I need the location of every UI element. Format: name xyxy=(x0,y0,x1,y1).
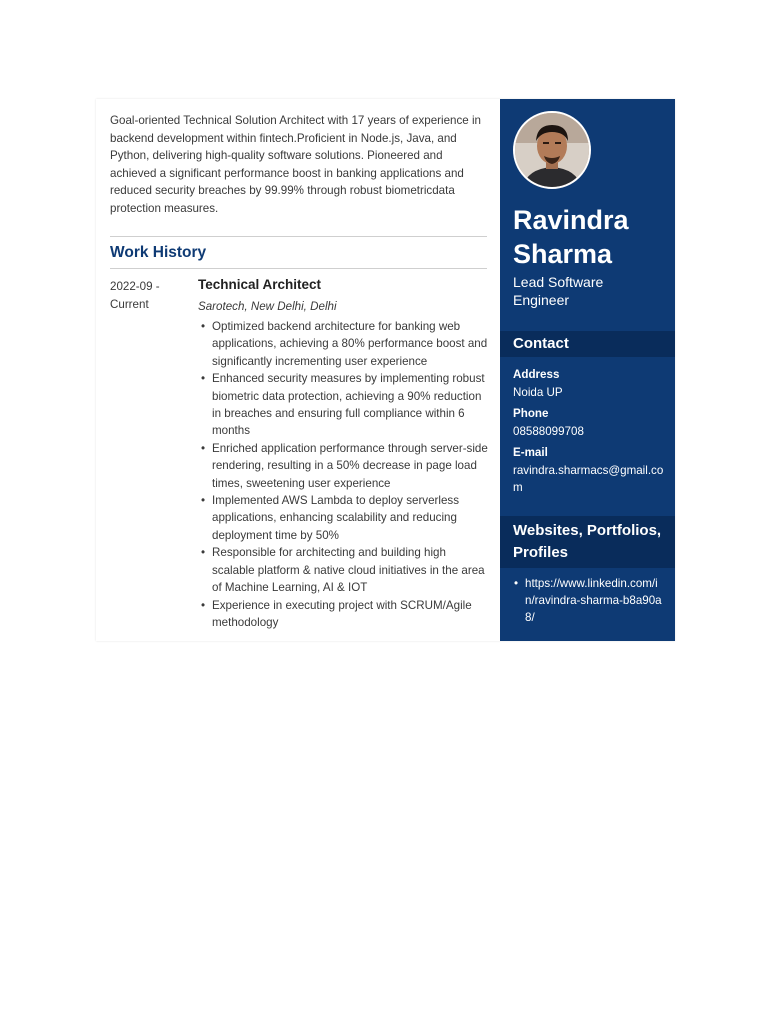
linkedin-link[interactable]: https://www.linkedin.com/in/ravindra-sharma-b8a90a8/ xyxy=(525,577,662,624)
divider xyxy=(110,268,487,269)
phone-label: Phone xyxy=(513,407,549,420)
email-link[interactable]: ravindra.sharmacs@gmail.com xyxy=(513,464,664,494)
bullet-icon: • xyxy=(201,494,206,508)
resume-page xyxy=(96,99,675,641)
bullet-icon: • xyxy=(201,320,206,333)
list-item xyxy=(198,440,488,492)
last-name: Sharma xyxy=(513,239,613,269)
bullet-icon: • xyxy=(514,577,519,590)
bullet-text: Implemented AWS Lambda to deploy serverless applications, enhancing scalability and reducing deployment time by 50% xyxy=(212,494,460,542)
candidate-name xyxy=(513,203,629,271)
bullet-text: Enhanced security measures by implementing robust biometric data protection, achieving a 90% reduction in breaches and ensuring full compliance within 6 months xyxy=(212,372,485,438)
main-column xyxy=(96,99,500,641)
phone-value: 08588099708 xyxy=(513,425,584,438)
list-item xyxy=(198,318,488,370)
avatar xyxy=(513,111,591,189)
profile-photo-icon xyxy=(515,113,589,187)
list-item xyxy=(198,597,488,632)
divider xyxy=(110,236,487,237)
bullet-text: Responsible for architecting and building high scalable platform & native cloud initiatives in the area of Machine Learning, AI & IOT xyxy=(212,546,485,595)
list-item xyxy=(198,492,488,544)
job-title: Technical Architect xyxy=(198,277,322,292)
job-role: Lead Software Engineer xyxy=(513,274,604,308)
bullet-icon: • xyxy=(201,441,206,455)
bullet-text: Optimized backend architecture for banking web applications, achieving a 80% performance boost and significantly incrementing user experience xyxy=(212,320,488,368)
bullet-text: Enriched application performance through server-side rendering, resulting in a 50% decrease in page load times, sweetening user experience xyxy=(212,441,488,490)
website-list xyxy=(513,575,665,626)
job-date: 2022-09 - Current xyxy=(110,280,160,311)
contact-heading: Contact xyxy=(500,331,675,357)
professional-summary: Goal-oriented Technical Solution Architect with 17 years of experience in backend development within fintech.Proficient in Node.js, Java, and Python, delivering high-quality software solutions. Pioneered and achieved a significant performance boost in banking applications and reduced security breaches by 99.99% through robust biometricdata protection measures. xyxy=(110,114,481,215)
bullet-text: Experience in executing project with SCRUM/Agile methodology xyxy=(212,598,472,629)
bullet-icon: • xyxy=(201,598,206,612)
address-value: Noida UP xyxy=(513,386,563,399)
address-label: Address xyxy=(513,368,560,381)
websites-heading: Websites, Portfolios, Profiles xyxy=(500,516,675,568)
bullet-icon: • xyxy=(201,372,206,386)
job-company: Sarotech, New Delhi, Delhi xyxy=(198,300,337,313)
email-label: E-mail xyxy=(513,446,548,459)
list-item xyxy=(513,575,665,626)
job-bullet-list xyxy=(198,318,488,631)
list-item xyxy=(198,544,488,596)
list-item xyxy=(198,370,488,440)
first-name: Ravindra xyxy=(513,205,629,235)
bullet-icon: • xyxy=(201,546,206,560)
work-history-heading: Work History xyxy=(110,244,207,261)
sidebar xyxy=(500,99,675,641)
